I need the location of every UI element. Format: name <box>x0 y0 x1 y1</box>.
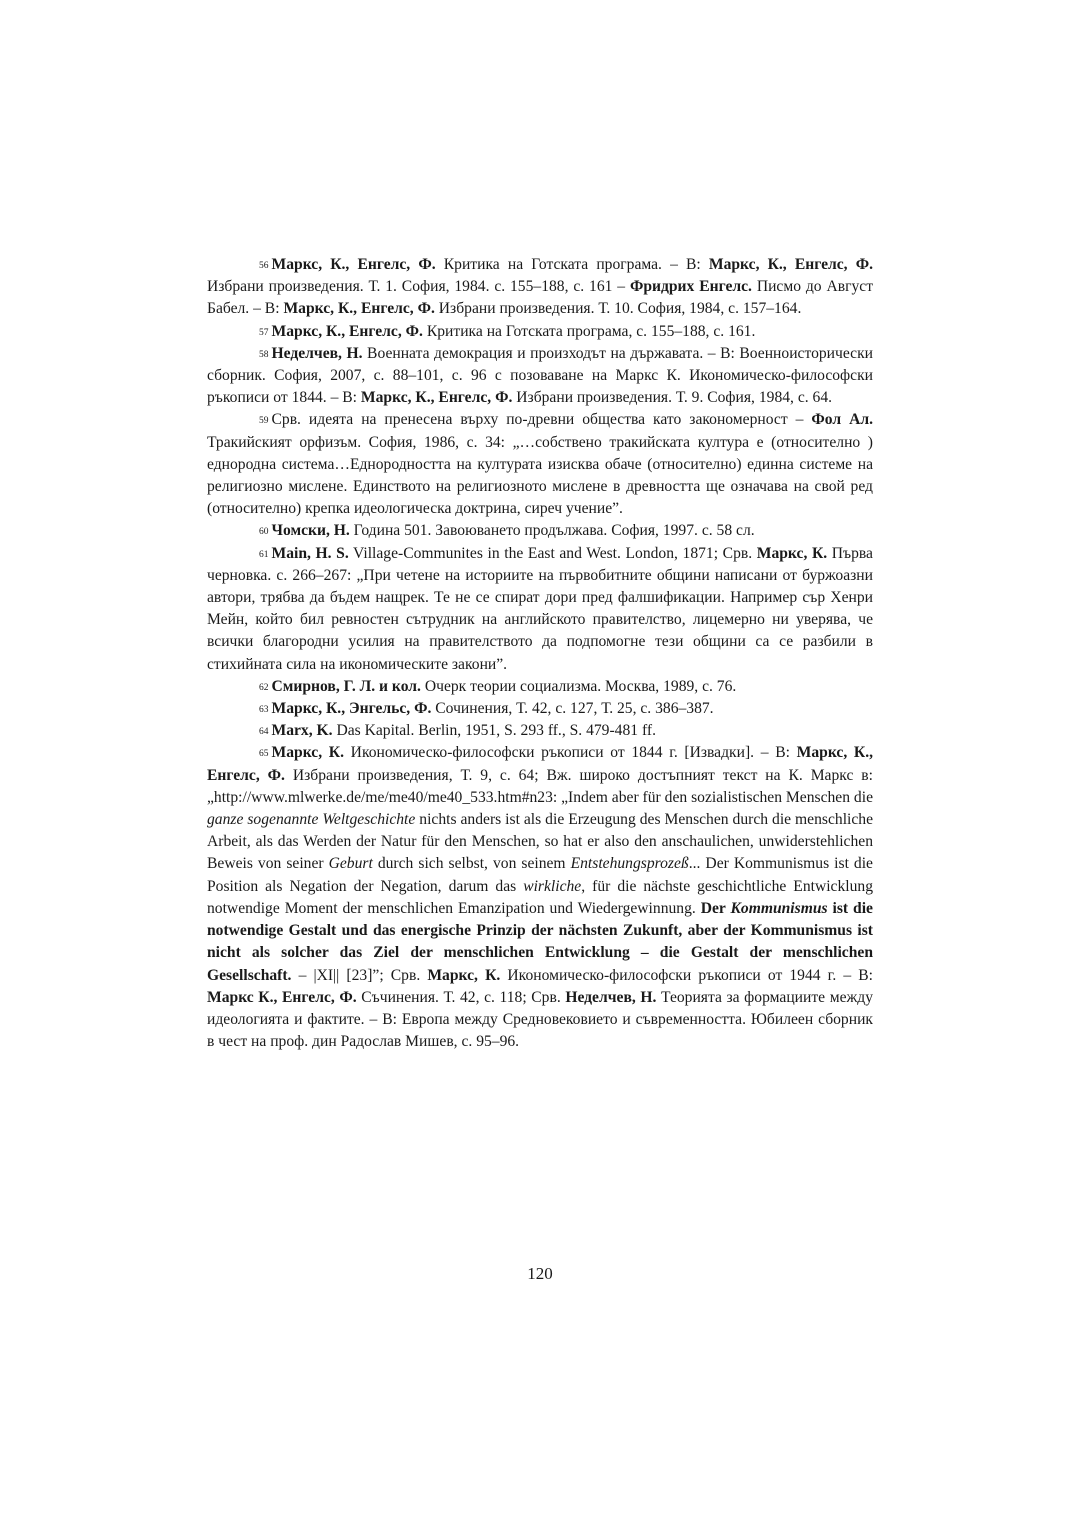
page-number: 120 <box>527 1264 553 1283</box>
footnote-63 <box>207 698 873 720</box>
emphasis-text: Geburt <box>328 855 373 873</box>
footnote-text: Икономическо-философски ръкописи от 1944 г. – В: <box>500 966 873 984</box>
footnote-text: Избрани произведения. Т. 9. София, 1984, с. 64. <box>512 389 833 407</box>
author-name: Маркс, К., Энгельс, Ф. <box>271 700 432 718</box>
footnote-number: 58 <box>259 349 269 360</box>
footnote-number: 63 <box>259 705 269 716</box>
footnote-57 <box>207 321 873 343</box>
author-name: Маркс, К., Енгелс, Ф. <box>360 389 513 407</box>
author-name: Смирнов, Г. Л. и кол. <box>271 677 421 695</box>
footnote-number: 62 <box>259 682 269 693</box>
footnote-61 <box>207 543 873 676</box>
author-name: Маркс, К., Енгелс, Ф. <box>271 322 423 340</box>
author-name: Маркс, К., Енгелс, Ф. <box>708 256 873 273</box>
footnote-text: Военната демокрация и произходът на държавата. – В: Военноисторически сборник. София, 2007, с. 88–101, с. 96 с позоваване на Маркс К. Икономическо-философски ръкописи от 1844. – В: <box>207 344 874 407</box>
author-name: Marx, K. <box>271 722 333 740</box>
footnote-text: Тракийският орфизъм. София, 1986, с. 34: „…собствено тракийската култура е (относително ) еднородна система…Еднородността на културата изисква обаче (относително) единна системе на религиозно мислене. Единството на религиозното мислене в древността ще означава на свой ред (относително) крепка идеологическа доктрина, сиреч учение”. <box>207 433 873 518</box>
footnote-text: Първа чернoвка. с. 266–267: „При четене на историите на първобитните общини написани от буржоазни автори, трябва да бъдем нащрек. Те не се спират дори пред фалшификации. Например сър Хенри Мейн, който бил ревностен сътрудник на английското правителство, лицемерно ни уверява, че всички благородни усилия на правителството да подпомогне тези общини са се разбили в стихийната сила на икономическите закони”. <box>207 544 873 673</box>
footnote-text: – |XI|| [23]”; Срв. <box>291 966 428 984</box>
footnote-65 <box>207 742 873 1053</box>
footnote-number: 65 <box>259 749 269 760</box>
footnote-text: Критика на Готската програма. – В: <box>435 256 709 273</box>
footnote-62 <box>207 676 873 698</box>
footnote-text: Избрани произведения. Т. 10. София, 1984, с. 157–164. <box>434 300 802 318</box>
author-name: Маркс К., Енгелс, Ф. <box>207 988 357 1006</box>
author-name: Маркс, К. <box>756 544 828 562</box>
footnote-text: Срв. идеята на пренесена върху по-древни общества като закономерност – <box>271 411 812 429</box>
author-name: Маркс, К., Енгелс, Ф. <box>271 256 436 273</box>
footnote-text: Das Kapital. Berlin, 1951, S. 293 ff., S. 479-481 ff. <box>332 722 656 740</box>
author-name: Маркс, К., Енгелс, Ф. <box>283 300 435 318</box>
author-name: Main, H. S. <box>271 544 349 562</box>
footnote-text: Съчинения. Т. 42, с. 118; Срв. <box>356 988 566 1006</box>
footnote-text: Сочинения, Т. 42, с. 127, Т. 25, с. 386–387. <box>431 700 714 718</box>
footnote-text: Избрани произведения, Т. 9, с. 64; Вж. широко достъпният текст на К. Маркс в:„http://www.mlwerke.de/me/me40/me40_533.htm#n23: „Indem aber für den sozialistischen Menschen die <box>207 766 873 806</box>
footnote-number: 57 <box>259 327 269 338</box>
footnote-number: 59 <box>259 416 269 427</box>
emphasis-text: wirkliche <box>523 877 582 895</box>
footnote-number: 60 <box>259 527 269 538</box>
author-name: Маркс, К., Енгелс, Ф. <box>207 744 874 784</box>
footnote-text: , für die nächste geschichtliche Entwicklung notwendige Moment der menschlichen Emanzipation und Wiedergewinnung. <box>207 877 873 917</box>
footnote-58 <box>207 343 873 410</box>
footnote-text: Теорията за формациите между идеологията и фактите. – В: Европа между Средновековието и съвременността. Юбилеен сборник в чест на проф. дин Радослав Мишев, с. 95–96. <box>207 988 873 1051</box>
author-name: Der <box>700 899 731 917</box>
footnotes-block <box>207 254 873 1053</box>
emphasis-text: Kommunismus <box>730 899 828 917</box>
author-name: Неделчев, Н. <box>565 988 657 1006</box>
author-name: Фридрих Енгелс. <box>629 278 752 296</box>
footnote-text: Икономическо-философски ръкописи от 1844 г. [Извадки]. – В: <box>344 744 797 762</box>
footnote-60 <box>207 520 873 542</box>
footnote-text: nichts anders ist als die Erzeugung des Menschen durch die menschliche Arbeit, als das Werden der Natur für den Menschen, so hat er also den anschaulichen, unwiderstehlichen Beweis von seiner <box>207 811 873 873</box>
footnote-text: Очерк теории социализма. Москва, 1989, с. 76. <box>420 677 737 695</box>
footnote-text: Година 501. Завоюването продължава. София, 1997. с. 58 сл. <box>349 522 755 540</box>
footnote-56 <box>207 254 873 321</box>
author-name: ist die notwendige Gestalt und das energische Prinzip der nächsten Zukunft, aber der Kommunismus ist nicht als solcher das Ziel der menschlichen Entwicklung – die Gestalt der menschlichen Gesellschaft. <box>207 899 873 984</box>
footnote-number: 61 <box>259 549 269 560</box>
author-name: Маркс, К. <box>271 744 344 762</box>
emphasis-text: ganze sogenannte Weltgeschichte <box>207 811 416 829</box>
footnote-text: Критика на Готската програма, с. 155–188, с. 161. <box>422 322 756 340</box>
emphasis-text: Entstehungsprozeß <box>570 855 689 873</box>
author-name: Маркс, К. <box>427 966 501 984</box>
footnote-text: Избрани произведения. Т. 1. София, 1984. с. 155–188, с. 161 – <box>207 278 630 296</box>
footnote-text: Village-Communites in the East and West. London, 1871; Срв. <box>348 544 757 562</box>
footnote-64 <box>207 720 873 742</box>
author-name: Чомски, Н. <box>271 522 350 540</box>
footnote-text: ... Der Kommunismus ist die Position als Negation der Negation, darum das <box>207 855 873 895</box>
footnote-text: Писмо до Август Бабел. – В: <box>207 278 874 318</box>
footnote-number: 56 <box>259 261 269 271</box>
footnote-59 <box>207 409 873 520</box>
footnote-text: durch sich selbst, von seinem <box>372 855 571 873</box>
author-name: Фол Ал. <box>811 411 874 429</box>
author-name: Неделчев, Н. <box>271 344 363 362</box>
footnote-number: 64 <box>259 727 269 738</box>
